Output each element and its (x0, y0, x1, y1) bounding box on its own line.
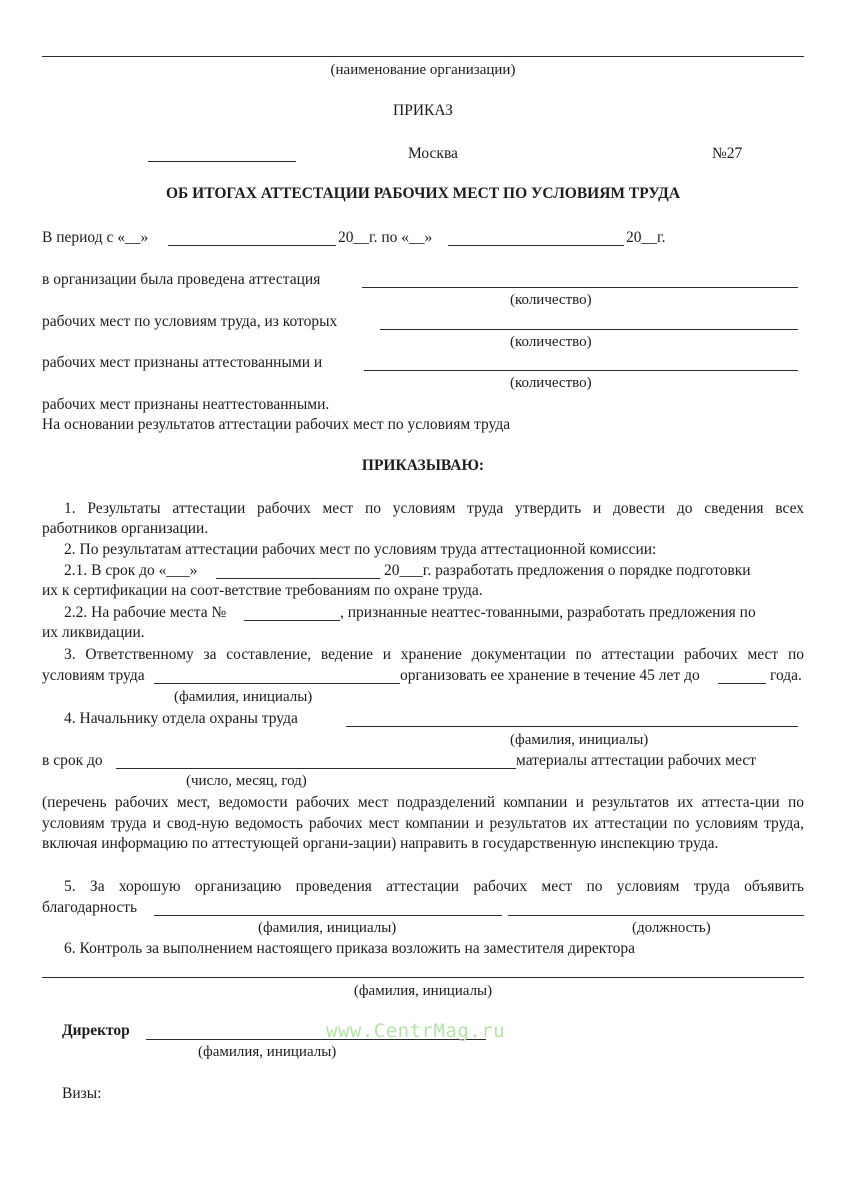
fio-caption-2: (фамилия, инициалы) (510, 732, 649, 748)
item-5-start: благодарность (42, 899, 138, 916)
item-4: 4. Начальнику отдела охраны труда (64, 710, 298, 727)
item-3-blank-2 (718, 683, 766, 684)
stats-line-4: рабочих мест признаны неаттестованными. (42, 396, 330, 413)
item-3-start: условиям труда (42, 667, 145, 684)
item-5-position-blank (508, 915, 804, 916)
item-2-1-line-2: их к сертификации на соот-ветствие требованиям по охране труда. (42, 582, 483, 599)
item-2-2-blank (244, 620, 340, 621)
item-3-end: года. (770, 667, 802, 684)
quantity-caption-2: (количество) (510, 334, 592, 350)
order-word: ПРИКАЗЫВАЮ: (361, 457, 485, 474)
period-from-year: 20__г. по «__» (338, 229, 433, 246)
city: Москва (408, 145, 458, 162)
date-caption: (число, месяц, год) (186, 773, 307, 789)
date-line (148, 161, 296, 162)
quantity-caption-1: (количество) (510, 292, 592, 308)
stats-line-2: рабочих мест по условиям труда, из которых (42, 313, 338, 330)
basis-line: На основании результатов аттестации рабочих мест по условиям труда (42, 416, 511, 433)
item-2-1-blank (216, 578, 380, 579)
period-from: В период с «__» (42, 229, 149, 246)
item-3-middle: организовать ее хранение в течение 45 лет до (400, 667, 700, 684)
stats-line-3: рабочих мест признаны аттестованными и (42, 354, 323, 371)
fio-caption-1: (фамилия, инициалы) (174, 689, 313, 705)
item-5-line-1: 5. За хорошую организацию проведения аттестации рабочих мест по условиям труда объявить (64, 878, 804, 895)
item-4-text: (перечень рабочих мест, ведомости рабочих мест подразделений компании и результатов их аттеста-ции по условиям труда и свод-ную ведомость рабочих мест компании и результатов их аттестации по условиям труда, включая информацию по аттестующей органи-зации) направить в государственную инспекцию труда. (42, 794, 804, 852)
period-to-line (448, 245, 624, 246)
org-name-caption: (наименование организации) (330, 62, 516, 78)
item-4-deadline-blank (116, 768, 516, 769)
stats-line-1: в организации была проведена аттестация (42, 271, 321, 288)
item-2-2-line-2: их ликвидации. (42, 624, 145, 641)
director-label: Директор (62, 1022, 130, 1039)
item-2-2-end: , признанные неаттес-тованными, разработать предложения по (340, 604, 756, 621)
stats-line-1-blank (362, 287, 798, 288)
item-3-blank-1 (154, 683, 400, 684)
item-6: 6. Контроль за выполнением настоящего приказа возложить на заместителя директора (64, 940, 636, 957)
doc-type: ПРИКАЗ (393, 102, 453, 119)
fio-caption-4: (фамилия, инициалы) (353, 983, 493, 999)
watermark: www.CentrMag.ru (326, 1020, 506, 1042)
quantity-caption-3: (количество) (510, 375, 592, 391)
item-4-deadline: в срок до (42, 752, 103, 769)
item-4-materials: материалы аттестации рабочих мест (516, 752, 757, 769)
fio-caption-3: (фамилия, инициалы) (258, 920, 397, 936)
item-3-line-1: 3. Ответственному за составление, ведение и хранение документации по аттестации рабочих мест по (64, 646, 804, 663)
item-2: 2. По результатам аттестации рабочих мест по условиям труда аттестационной комиссии: (64, 541, 657, 558)
deputy-line (42, 977, 804, 978)
stats-line-3-blank (364, 370, 798, 371)
period-from-line (168, 245, 336, 246)
visas-label: Визы: (62, 1085, 102, 1102)
item-5-name-blank (154, 915, 502, 916)
period-to-year: 20__г. (626, 229, 666, 246)
document-title: ОБ ИТОГАХ АТТЕСТАЦИИ РАБОЧИХ МЕСТ ПО УСЛОВИЯМ ТРУДА (165, 185, 681, 202)
item-4-blank (346, 726, 798, 727)
item-2-1-end: 20___г. разработать предложения о порядке подготовки (384, 562, 751, 579)
position-caption: (должность) (632, 920, 711, 936)
fio-caption-5: (фамилия, инициалы) (198, 1044, 337, 1060)
item-2-2-start: 2.2. На рабочие места № (64, 604, 227, 621)
org-name-line (42, 56, 804, 57)
item-1-line-2: работников организации. (42, 520, 209, 537)
item-1-line-1: 1. Результаты аттестации рабочих мест по условиям труда утвердить и довести до сведения всех (64, 500, 804, 517)
item-2-1-start: 2.1. В срок до «___» (64, 562, 198, 579)
stats-line-2-blank (380, 329, 798, 330)
order-number: №27 (712, 145, 743, 162)
